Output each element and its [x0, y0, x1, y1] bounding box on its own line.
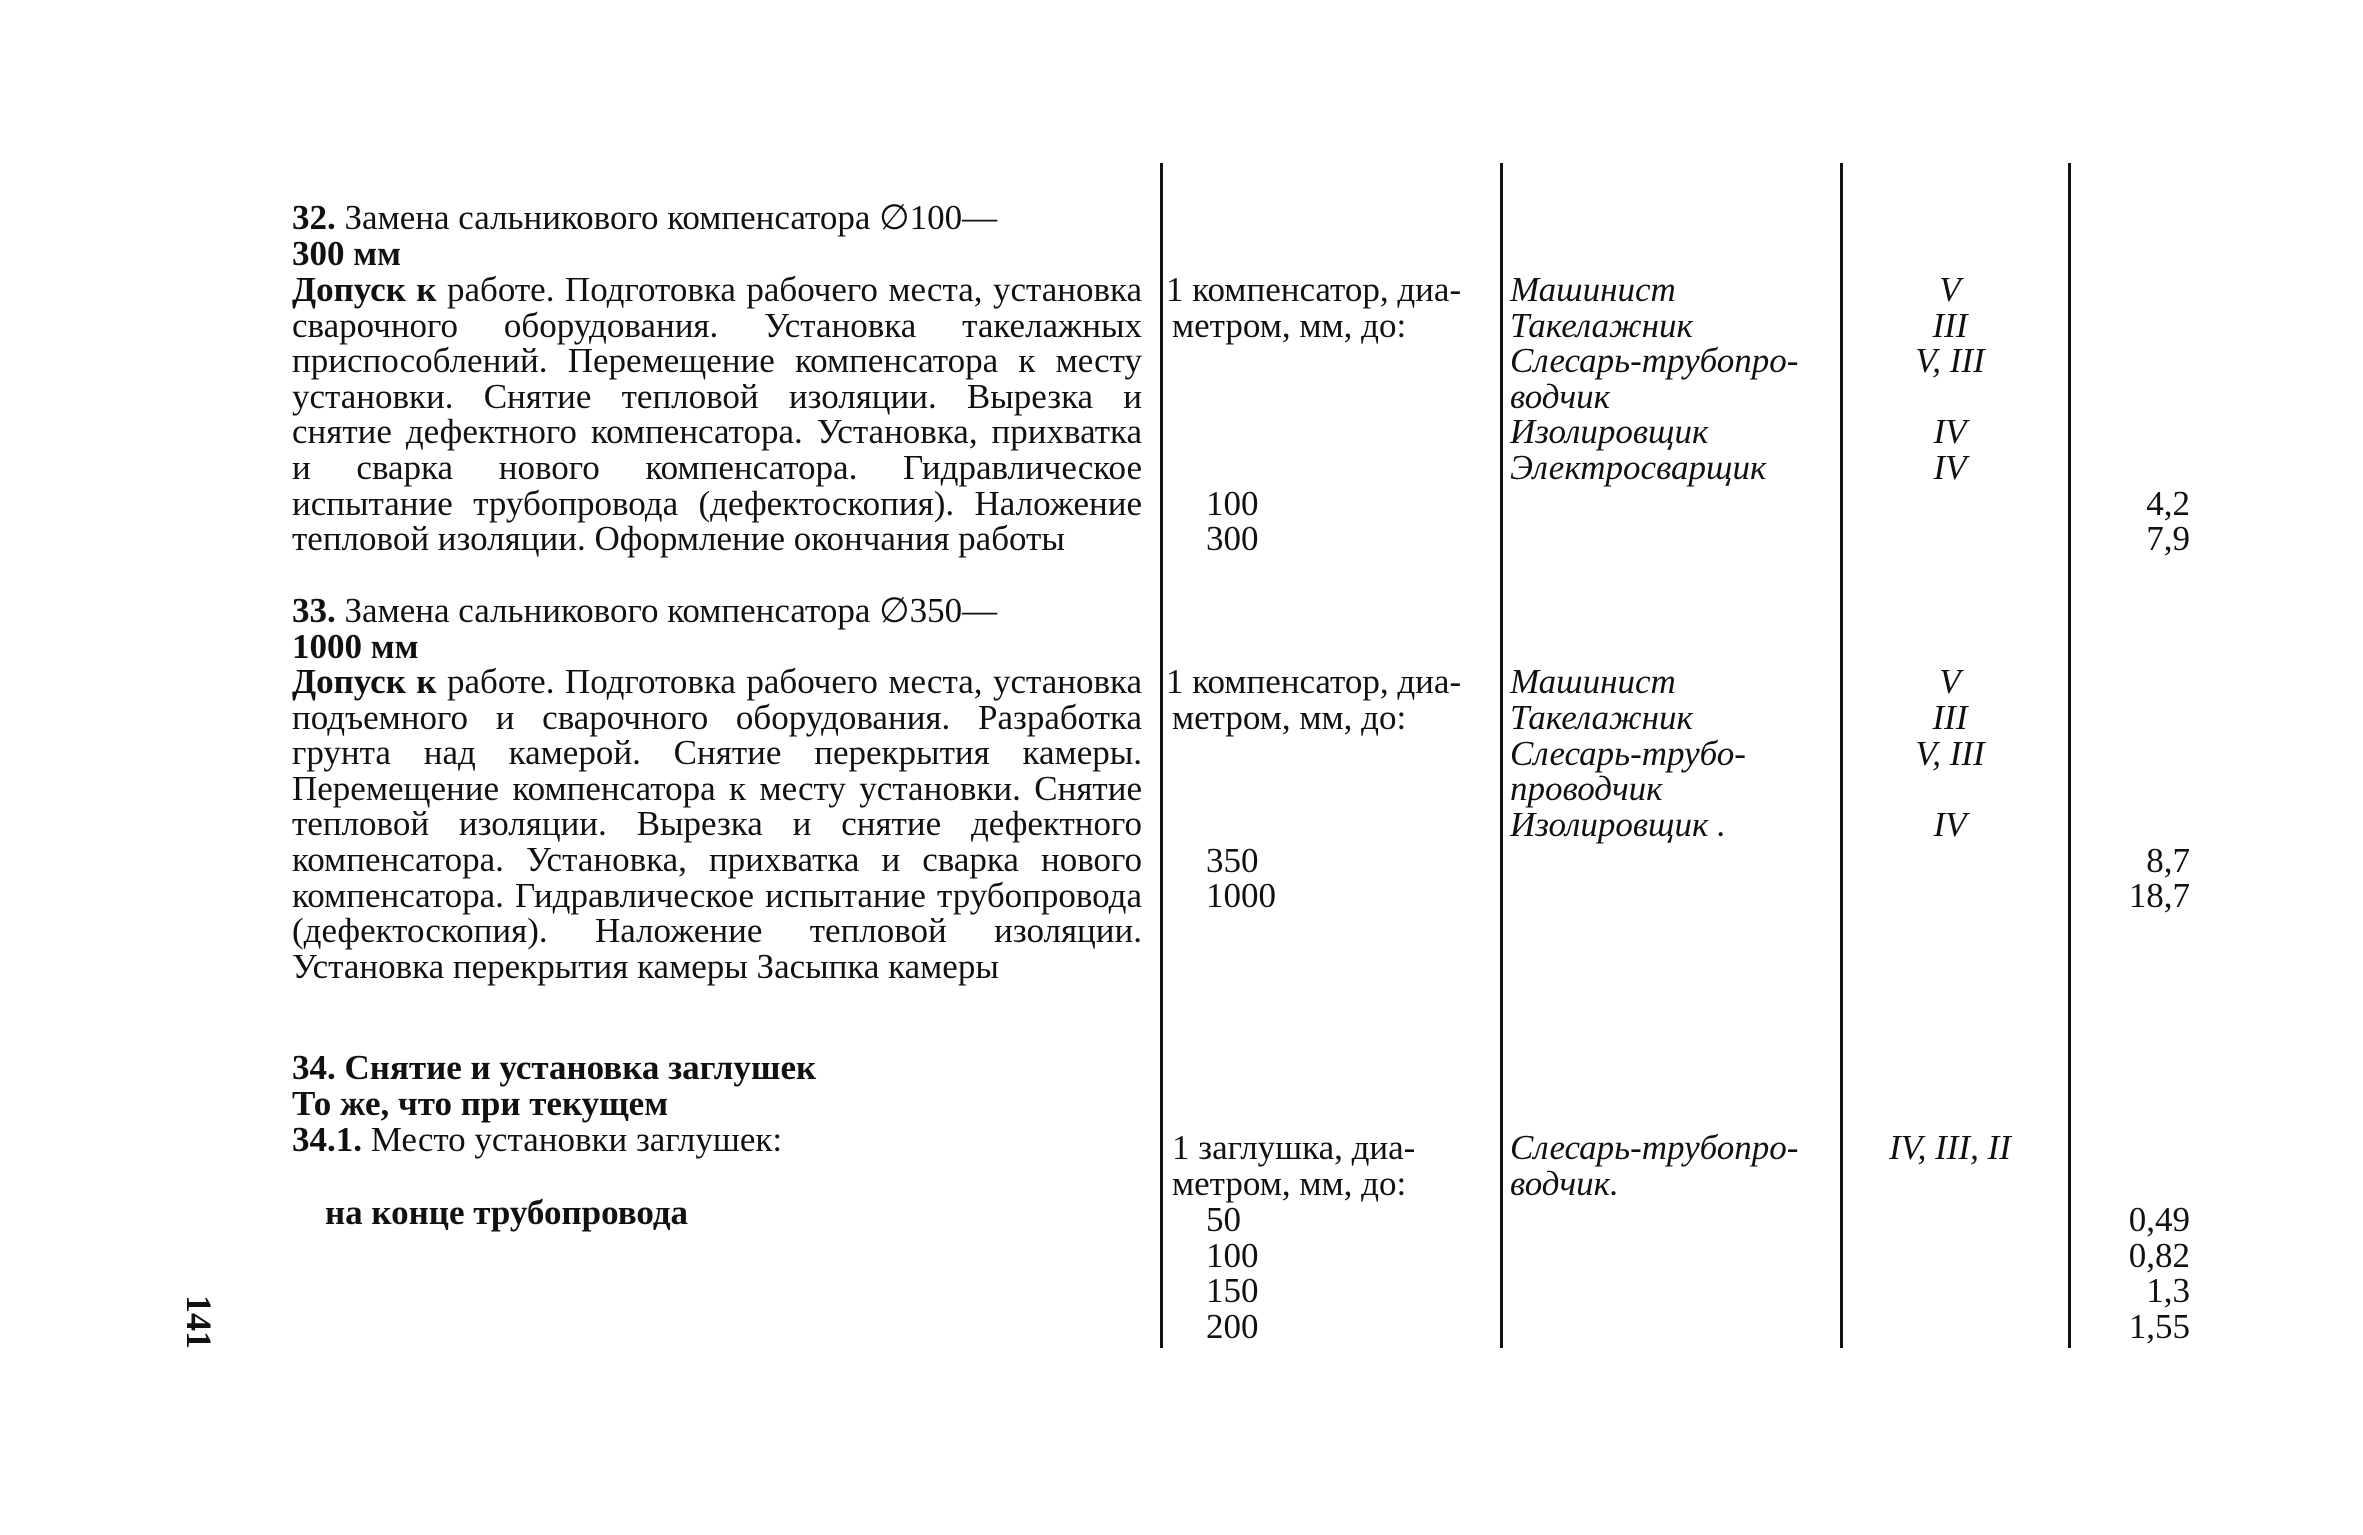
item-33-grade-5: IV	[1933, 805, 1967, 844]
page-number: 141	[179, 1295, 219, 1349]
item-32-norm-2: 7,9	[2146, 519, 2190, 558]
item-32-worker-2: Такелажник	[1510, 306, 1693, 345]
item-32-description-lead: Допуск к	[292, 270, 437, 309]
item-34-1-line	[292, 1122, 782, 1158]
item-34-1-number: 34.1.	[292, 1120, 362, 1159]
item-33-grade-3: V, III	[1915, 734, 1985, 773]
item-34-norm-3: 1,3	[2146, 1271, 2190, 1310]
item-33-size-2: 1000	[1206, 876, 1276, 915]
item-33-worker-1: Машинист	[1510, 662, 1676, 701]
item-33-description-lead: Допуск к	[292, 662, 437, 701]
item-33-norm-2: 18,7	[2128, 876, 2190, 915]
item-34-subtitle: То же, что при текущем	[292, 1084, 669, 1123]
item-33-grade-2: III	[1932, 698, 1968, 737]
item-32-unit-line2: метром, мм, до:	[1172, 306, 1407, 345]
item-34-title-line	[292, 1050, 816, 1086]
item-34-1-title: Место установки заглушек:	[370, 1120, 783, 1159]
item-34-size-1: 50	[1206, 1200, 1241, 1239]
item-32-grade-6: IV	[1933, 448, 1967, 487]
item-33-description	[292, 664, 1142, 984]
item-32-grade-2: III	[1932, 306, 1968, 345]
item-32-worker-3: Слесарь-трубопро-	[1510, 341, 1799, 380]
item-34-norm-2: 0,82	[2128, 1236, 2190, 1275]
item-32-worker-4: водчик	[1510, 377, 1611, 416]
item-34-number: 34.	[292, 1048, 336, 1087]
item-32-worker-5: Изолировщик	[1510, 412, 1709, 451]
item-34-size-4: 200	[1206, 1307, 1259, 1346]
item-33-title-line1	[292, 593, 997, 629]
item-32-worker-6: Электросварщик	[1510, 448, 1767, 487]
item-32-title-line1	[292, 200, 997, 236]
item-33-worker-2: Такелажник	[1510, 698, 1693, 737]
item-32-grade-5: IV	[1933, 412, 1967, 451]
item-34-worker-line1: Слесарь-трубопро-	[1510, 1128, 1799, 1167]
item-34-unit-line1: 1 заглушка, диа-	[1172, 1128, 1416, 1167]
item-32-title-line2: 300 мм	[292, 234, 401, 273]
item-34-title: Снятие и установка заглушек	[344, 1048, 817, 1087]
item-33-description-text: работе. Подготовка рабочего места, установка подъемного и сварочного оборудования. Разработка грунта над камерой. Снятие перекрытия камеры. Перемещение компенсатора к месту установки. Снятие тепловой изоляции. Вырезка и снятие дефектного компенсатора. Установка, прихватка и сварка нового компенсатора. Гидравлическое испытание трубопровода (дефектоскопия). Наложение тепловой изоляции. Установка перекрытия камеры Засыпка камеры	[292, 662, 1142, 986]
item-33-title-line2: 1000 мм	[292, 627, 419, 666]
item-32-title: Замена сальникового компенсатора ∅100—	[344, 198, 998, 237]
item-33-unit-line2: метром, мм, до:	[1172, 698, 1407, 737]
item-33-worker-3: Слесарь-трубо-	[1510, 734, 1746, 773]
item-34-grades: IV, III, II	[1889, 1128, 2011, 1167]
item-34-unit-line2: метром, мм, до:	[1172, 1164, 1407, 1203]
item-34-norm-1: 0,49	[2128, 1200, 2190, 1239]
item-33-worker-4: проводчик	[1510, 769, 1663, 808]
column-divider-2	[1500, 163, 1503, 1348]
item-34-norm-4: 1,55	[2128, 1307, 2190, 1346]
item-33-number: 33.	[292, 591, 336, 630]
item-32-grade-3: V, III	[1915, 341, 1985, 380]
item-32-size-2: 300	[1206, 519, 1259, 558]
item-32-worker-1: Машинист	[1510, 270, 1676, 309]
item-32-number: 32.	[292, 198, 336, 237]
item-32-unit-line1: 1 компенсатор, диа-	[1166, 270, 1462, 309]
item-33-norm-1: 8,7	[2146, 841, 2190, 880]
item-34-location: на конце трубопровода	[325, 1193, 689, 1232]
item-32-norm-1: 4,2	[2146, 484, 2190, 523]
item-32-grade-1: V	[1939, 270, 1961, 309]
item-33-title: Замена сальникового компенсатора ∅350—	[344, 591, 998, 630]
column-divider-1	[1160, 163, 1163, 1348]
item-33-size-1: 350	[1206, 841, 1259, 880]
column-divider-3	[1840, 163, 1843, 1348]
item-33-grade-1: V	[1939, 662, 1961, 701]
item-34-worker-line2: водчик.	[1510, 1164, 1619, 1203]
item-33-worker-5: Изолировщик .	[1510, 805, 1726, 844]
item-32-description	[292, 272, 1142, 557]
column-divider-4	[2068, 163, 2071, 1348]
item-33-unit-line1: 1 компенсатор, диа-	[1166, 662, 1462, 701]
item-32-description-text: работе. Подготовка рабочего места, установка сварочного оборудования. Установка такелажных приспособлений. Перемещение компенсатора к месту установки. Снятие тепловой изоляции. Вырезка и снятие дефектного компенсатора. Установка, прихватка и сварка нового компенсатора. Гидравлическое испытание трубопровода (дефектоскопия). Наложение тепловой изоляции. Оформление окончания работы	[292, 270, 1142, 559]
item-34-size-3: 150	[1206, 1271, 1259, 1310]
item-32-size-1: 100	[1206, 484, 1259, 523]
item-34-size-2: 100	[1206, 1236, 1259, 1275]
